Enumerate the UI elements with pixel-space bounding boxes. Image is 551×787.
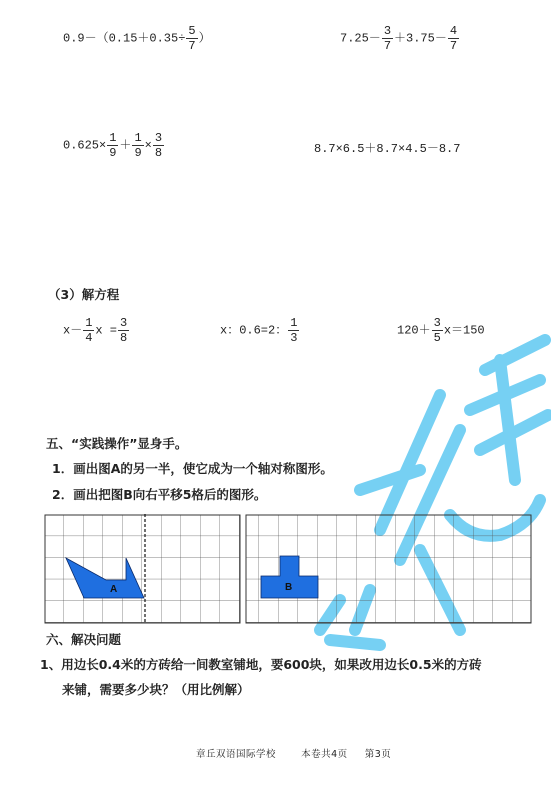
expr1-part-b: ）	[198, 31, 211, 46]
footer-school: 章丘双语国际学校	[196, 749, 277, 760]
denominator: 7	[383, 39, 392, 53]
fraction	[432, 316, 443, 345]
page-footer	[196, 746, 391, 760]
denominator: 7	[449, 39, 458, 53]
equation-1	[63, 316, 130, 345]
expr3-part-b: ＋	[119, 138, 132, 153]
grid-figure	[44, 514, 534, 624]
expr2-part-b: ＋3.75－	[394, 31, 447, 46]
numerator: 5	[188, 24, 196, 38]
fraction	[448, 24, 459, 53]
footer-page: 第3页	[364, 749, 392, 760]
denominator: 4	[85, 331, 93, 345]
eq3-part-b: x＝150	[443, 323, 485, 338]
denominator: 3	[290, 331, 298, 345]
eq1-part-a: x－	[63, 323, 83, 338]
eq2-part-a: x：0.6=2：	[220, 323, 288, 338]
denominator: 8	[120, 331, 128, 345]
expr3-part-c: ×	[144, 138, 152, 153]
numerator: 1	[85, 316, 93, 330]
fraction	[83, 316, 94, 345]
numerator: 1	[290, 316, 298, 330]
numerator: 1	[109, 131, 117, 145]
section5-item2: 2．画出把图B向右平移5格后的图形。	[52, 487, 267, 502]
expression-1	[63, 24, 211, 53]
denominator: 8	[154, 146, 163, 160]
expr3-part-a: 0.625×	[63, 138, 107, 153]
numerator: 3	[433, 316, 441, 330]
section5-title: 五、“实践操作”显身手。	[46, 436, 188, 451]
section6-q1-line1: 1、用边长0.4米的方砖给一间教室铺地，要600块，如果改用边长0.5米的方砖	[40, 657, 482, 672]
fraction	[288, 316, 299, 345]
fraction	[153, 131, 164, 160]
equation-2	[220, 316, 300, 345]
expression-4	[314, 139, 460, 156]
numerator: 4	[449, 24, 458, 38]
shape-b-label: B	[285, 582, 293, 593]
fraction	[382, 24, 393, 53]
expr1-part-a: 0.9－（0.15＋0.35÷	[63, 31, 186, 46]
fraction	[186, 24, 197, 53]
fraction	[118, 316, 129, 345]
section6-q1-line2: 来铺，需要多少块？（用比例解）	[62, 682, 250, 697]
equations-heading: （3）解方程	[48, 287, 120, 302]
numerator: 1	[134, 131, 142, 145]
expr4-text: 8.7×6.5＋8.7×4.5－8.7	[314, 142, 461, 156]
equation-3	[397, 316, 485, 345]
fraction	[107, 131, 118, 160]
expression-3	[63, 131, 165, 160]
numerator: 3	[120, 316, 128, 330]
denominator: 9	[134, 146, 142, 160]
shape-a-label: A	[110, 584, 118, 595]
expression-2	[340, 24, 460, 53]
denominator: 5	[433, 331, 441, 345]
footer-total: 本卷共4页	[301, 749, 348, 760]
section6-title: 六、解决问题	[46, 632, 122, 647]
eq3-part-a: 120＋	[397, 323, 431, 338]
numerator: 3	[383, 24, 392, 38]
denominator: 9	[109, 146, 117, 160]
section5-item1: 1．画出图A的另一半，使它成为一个轴对称图形。	[52, 461, 333, 476]
denominator: 7	[188, 39, 196, 53]
fraction	[132, 131, 143, 160]
eq1-part-b: x =	[95, 323, 118, 338]
expr2-part-a: 7.25－	[340, 31, 381, 46]
numerator: 3	[154, 131, 163, 145]
